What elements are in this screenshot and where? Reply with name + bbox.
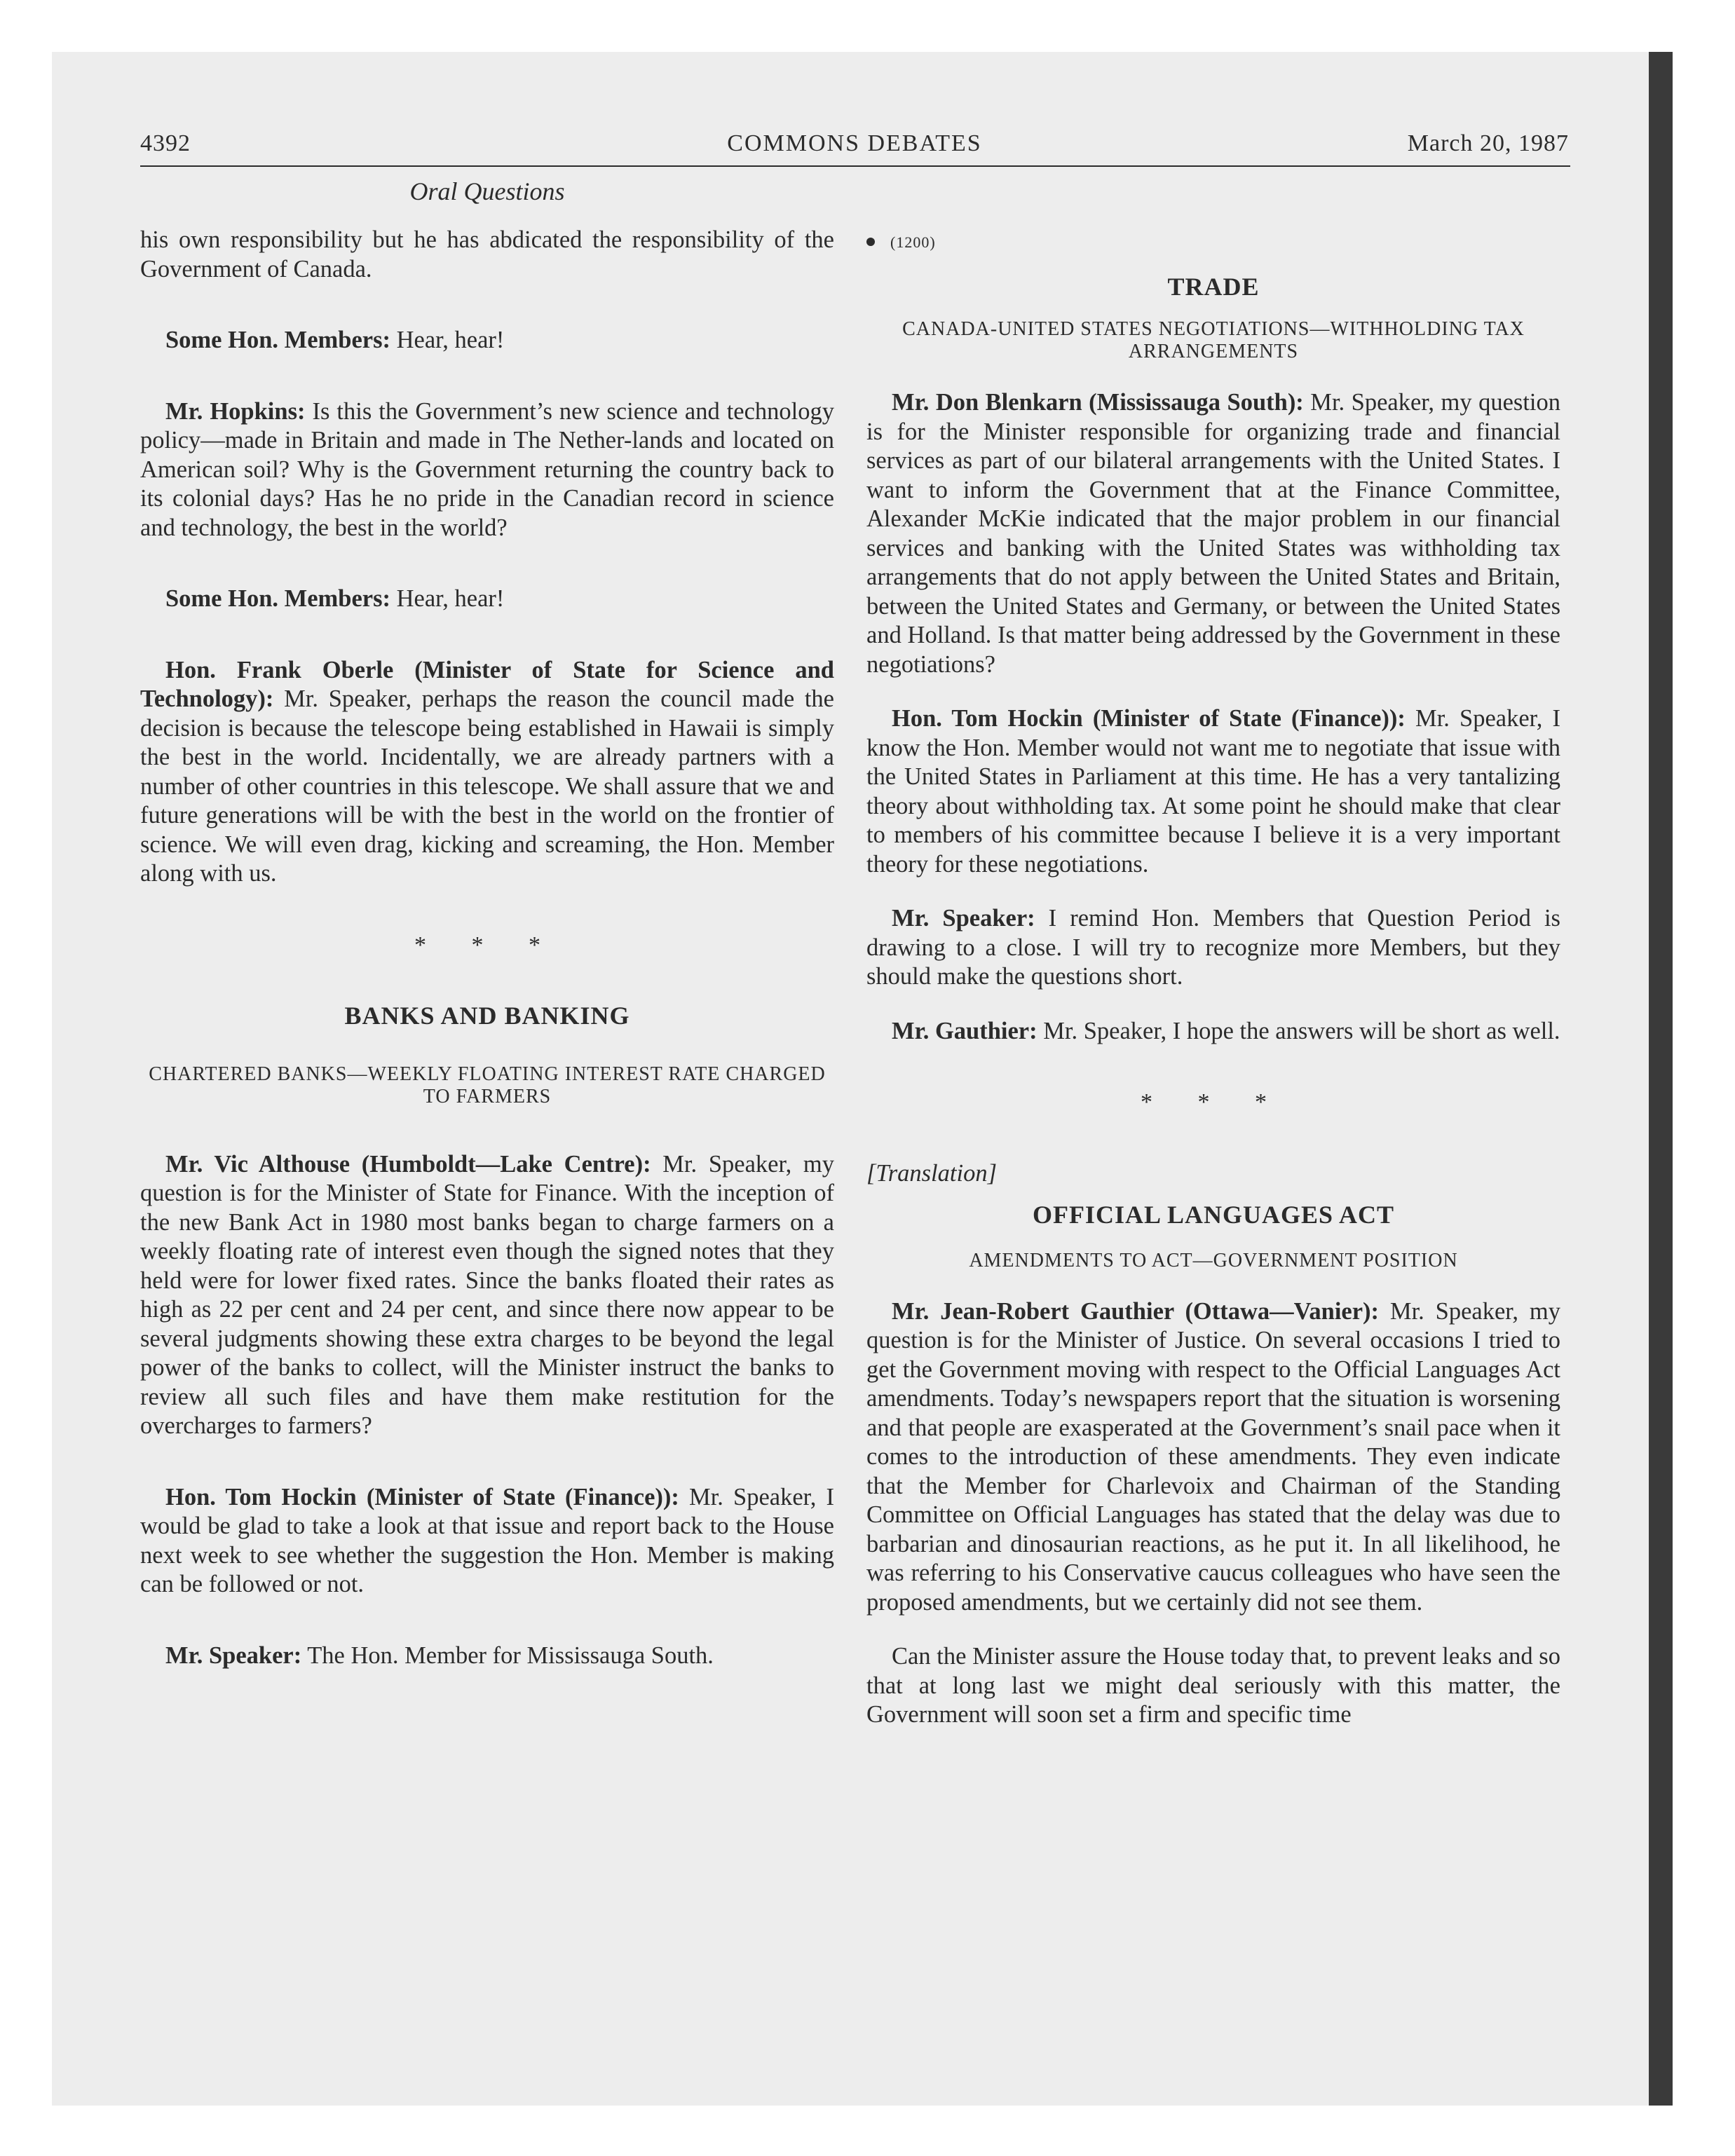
speech-text: Mr. Speaker, I hope the answers will be short as well.	[1037, 1017, 1560, 1044]
section-heading: BANKS AND BANKING	[344, 1002, 630, 1030]
speaker-name: Hon. Tom Hockin (Minister of State (Finance)):	[892, 705, 1406, 732]
speaker-name: Mr. Don Blenkarn (Mississauga South):	[892, 389, 1304, 416]
speech	[866, 904, 1560, 992]
speaker-name: Mr. Jean-Robert Gauthier (Ottawa—Vanier):	[892, 1297, 1380, 1325]
section-subheading: AMENDMENTS TO ACT—GOVERNMENT POSITION	[969, 1249, 1458, 1271]
speech	[140, 1642, 834, 1671]
speaker-name: Mr. Gauthier:	[892, 1017, 1037, 1044]
translation-note: [Translation]	[866, 1159, 997, 1187]
speaker-name: Hon. Frank Oberle (Minister of State for Science and Technology):	[140, 656, 834, 712]
time-marker	[866, 226, 1560, 257]
right-column	[866, 226, 1560, 1730]
speech	[140, 585, 834, 614]
speech-text: Hear, hear!	[390, 327, 505, 353]
speech	[866, 704, 1560, 879]
paragraph: Can the Minister assure the House today that, to prevent leaks and so that at long last we might deal seriously with this matter, the Government will soon set a firm and specific time	[866, 1643, 1560, 1728]
running-head: Oral Questions	[409, 177, 565, 205]
speech	[140, 656, 834, 889]
paragraph: his own responsibility but he has abdicated the responsibility of the Government of Canada.	[140, 226, 834, 282]
speech-text: Mr. Speaker, my question is for the Minister of State for Finance. With the inception of the new Bank Act in 1980 most banks began to charge farmers on a weekly floating rate of interest even though the signed notes that they held were for lower fixed rates. Since the banks floated their rates as high as 22 per cent and 24 per cent, and since there now appear to be several judgments showing these extra charges to be beyond the legal power of the banks to collect, will the Minister instruct the banks to review all such files and have them make restitution for the overcharges to farmers?	[140, 1150, 834, 1439]
speaker-name: Mr. Vic Althouse (Humboldt—Lake Centre):	[165, 1150, 651, 1178]
section-divider: * * *	[1141, 1089, 1286, 1115]
speech	[866, 1297, 1560, 1618]
speech-text: Mr. Speaker, I would be glad to take a look at that issue and report back to the House next week to see whether the suggestion the Hon. Member is making can be followed or not.	[140, 1483, 835, 1597]
page-header	[140, 130, 1569, 170]
speech-text: I remind Hon. Members that Question Period is drawing to a close. I will try to recognize more Members, but they should make the questions short.	[866, 905, 1560, 990]
speech-text: Mr. Speaker, my question is for the Minister of Justice. On several occasions I tried to get the Government moving with respect to the Official Languages Act amendments. Today’s newspapers report that the situation is worsening and that people are exasperated at the Government’s snail pace when it comes to the introduction of these amendments. They even indicate that the Member for Charlevoix and Chairman of the Standing Committee on Official Languages has stated that the delay was due to barbarian and dinosaurian reactions, as he put it. In all likelihood, he was referring to his Conservative caucus colleagues who have seen the proposed amendments, but we certainly did not see them.	[866, 1297, 1560, 1616]
speaker-name: Mr. Hopkins:	[165, 397, 306, 425]
speech-text: Mr. Speaker, my question is for the Minister responsible for organizing trade and financial services as part of our bilateral arrangements with the United States. I want to inform the Government that at the Finance Committee, Alexander McKie indicated that the major problem in our financial services and banking with the United States was withholding tax arrangements that do not apply between the United States and Britain, between the United States and Germany, or between the United States and Holland. Is that matter being addressed by the Government in these negotiations?	[866, 389, 1560, 678]
speaker-name: Mr. Speaker:	[892, 905, 1035, 932]
left-column	[140, 226, 834, 1670]
speech-text: Is this the Government’s new science and technology policy—made in Britain and made in The Nether-lands and located on American soil? Why is the Government returning the country back to its colonial days? Has he no pride in the Canadian record in science and technology, the best in the world?	[140, 397, 835, 541]
publication-date: March 20, 1987	[1407, 130, 1569, 156]
speech-text: The Hon. Member for Mississauga South.	[301, 1642, 714, 1669]
speech	[140, 1150, 834, 1441]
speech-text: Mr. Speaker, I know the Hon. Member would not want me to negotiate that issue with the United States in Parliament at this time. He has a very tantalizing theory about withholding tax. At some point he should make that clear to members of his committee because I believe it is a very important theory for these negotiations.	[866, 705, 1561, 878]
speech-text: Mr. Speaker, perhaps the reason the council made the decision is because the telescope being established in Hawaii is simply the best in the world. Incidentally, we are already partners with a number of other countries in this telescope. We shall assure that we and future generations will be with the best in the world on the frontier of science. We will even drag, kicking and screaming, the Hon. Member along with us.	[140, 685, 834, 887]
speech-text: Hear, hear!	[390, 585, 505, 612]
speech	[866, 1017, 1560, 1046]
speech	[866, 388, 1560, 679]
section-subheading: CANADA-UNITED STATES NEGOTIATIONS—WITHHOLDING TAX ARRANGEMENTS	[902, 318, 1525, 362]
speech	[140, 397, 834, 543]
speech	[140, 1483, 834, 1599]
timestamp: (1200)	[890, 233, 936, 251]
scan-edge-shadow	[1649, 52, 1673, 2106]
speaker-name: Hon. Tom Hockin (Minister of State (Finance)):	[165, 1483, 679, 1510]
bullet-icon	[866, 238, 875, 246]
speaker-name: Some Hon. Members:	[165, 327, 390, 353]
section-heading: OFFICIAL LANGUAGES ACT	[1032, 1201, 1395, 1229]
speech	[140, 326, 834, 355]
speaker-name: Mr. Speaker:	[165, 1642, 302, 1669]
section-heading: TRADE	[1167, 272, 1260, 301]
speaker-name: Some Hon. Members:	[165, 585, 390, 612]
header-rule	[140, 165, 1570, 167]
section-divider: * * *	[414, 932, 560, 958]
section-subheading: CHARTERED BANKS—WEEKLY FLOATING INTEREST RATE CHARGED TO FARMERS	[149, 1063, 826, 1107]
publication-title: COMMONS DEBATES	[727, 130, 982, 156]
page-number: 4392	[140, 130, 191, 156]
